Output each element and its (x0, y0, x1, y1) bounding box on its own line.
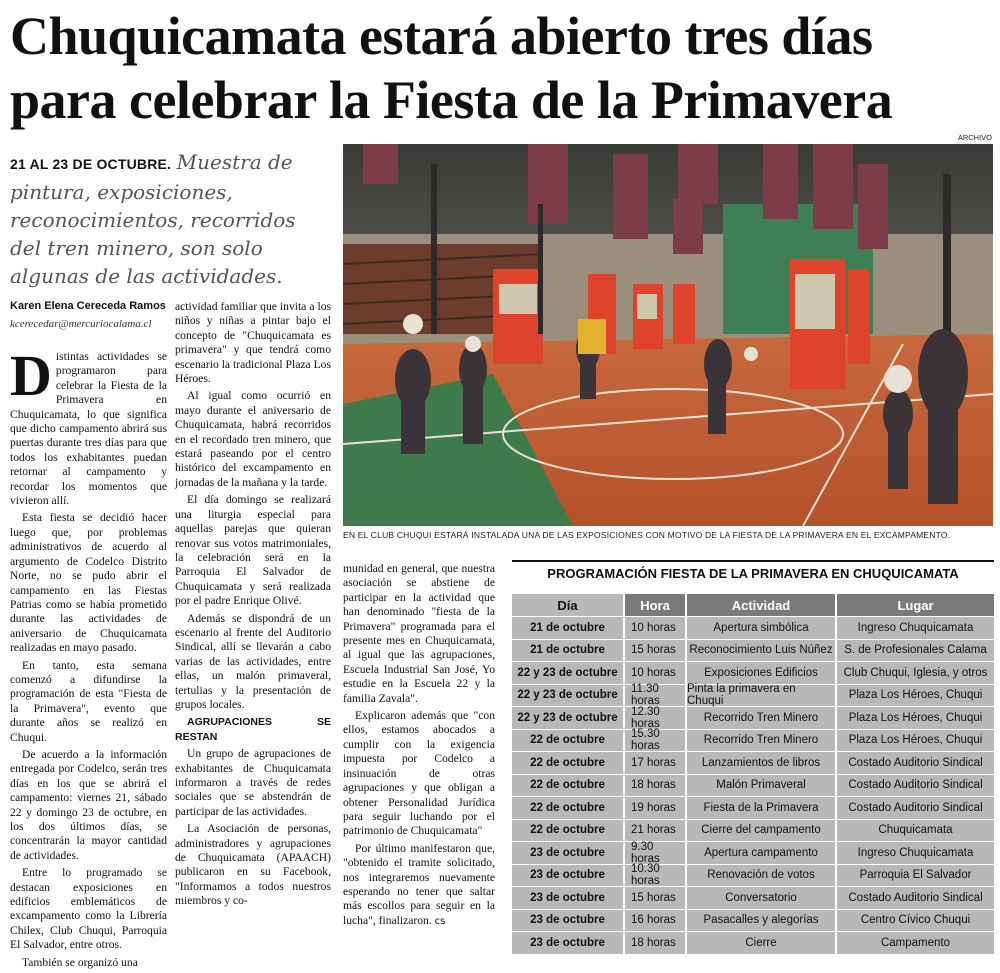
photo-credit: ARCHIVO (957, 133, 992, 142)
cell-actividad: Exposiciones Edificios (687, 662, 837, 684)
cell-dia: 23 de octubre (512, 887, 625, 909)
cell-hora: 16 horas (625, 910, 687, 932)
cell-actividad: Recorrido Tren Minero (687, 707, 837, 729)
cell-dia: 22 de octubre (512, 752, 625, 774)
cell-actividad: Pasacalles y alegorías (687, 910, 837, 932)
cell-hora: 10.30 horas (625, 865, 687, 887)
body-column-1 (10, 343, 167, 973)
table-row (512, 640, 994, 663)
table-row (512, 617, 994, 640)
cell-hora: 17 horas (625, 752, 687, 774)
header-dia: Día (512, 594, 625, 616)
cell-hora: 21 horas (625, 820, 687, 842)
cell-lugar: Plaza Los Héroes, Chuqui (848, 689, 983, 702)
paragraph: La Asociación de personas, administradores y agrupaciones de Chuquicamata (APAACH) publicaron en su Facebook, "Informamos a todos nuestros miembros y co- (175, 822, 331, 908)
cell-dia: 21 de octubre (512, 640, 625, 662)
deck (10, 148, 332, 290)
table-row (512, 865, 994, 888)
headline: Chuquicamata estará abierto tres días para celebrar la Fiesta de la Primavera (10, 6, 893, 130)
paragraph: Esta fiesta se decidió hacer luego que, por problemas administrativos de acuerdo al argumento de Codelco Distrito Norte, no se pudo abrir el campamento en las Fiestas Patrias como se había prometido durante las actividades de aniversario de Chuquicamata realizadas en mayo pasado. (10, 511, 167, 655)
table-row (512, 775, 994, 798)
body-column-2 (175, 300, 331, 912)
cell-lugar: Chuquicamata (878, 824, 953, 837)
cell-hora: 15.30 horas (625, 730, 687, 752)
schedule-header-row (512, 594, 994, 617)
cell-lugar: Club Chuqui, Iglesia, y otros (843, 666, 988, 679)
cell-dia: 23 de octubre (512, 932, 625, 954)
cell-lugar: Costado Auditorio Sindical (848, 801, 983, 814)
deck-subtitle: Muestra de pintura, exposiciones, reconocimientos, recorridos del tren minero, son solo algunas de las actividades. (10, 150, 296, 288)
paragraph: Además se dispondrá de un escenario al frente del Auditorio Sindical, allí se llevarán a cabo varias de las actividades, entre ellas, un malón primaveral, tertulias y la presentación de grupos locales. (175, 611, 331, 711)
cell-dia: 22 de octubre (512, 775, 625, 797)
paragraph: Entre lo programado se destacan exposiciones en edificios emblemáticos de excampamento como la Librería Chilex, Club Chuqui, Parroquia El Salvador, entre otros. (10, 866, 167, 952)
table-row (512, 887, 994, 910)
table-row (512, 685, 994, 708)
table-row (512, 842, 994, 865)
cell-lugar: Plaza Los Héroes, Chuqui (848, 734, 983, 747)
photo-caption: EN EL CLUB CHUQUI ESTARÁ INSTALADA UNA DE LAS EXPOSICIONES CON MOTIVO DE LA FIESTA DE LA PRIMAVERA EN EL EXCAMPAMENTO. (343, 530, 951, 540)
cell-actividad: Recorrido Tren Minero (687, 730, 837, 752)
deck-kicker: 21 AL 23 DE OCTUBRE. (10, 156, 172, 172)
cell-hora: 10 horas (625, 617, 687, 639)
table-row (512, 797, 994, 820)
table-row (512, 752, 994, 775)
schedule-table (512, 594, 994, 955)
end-mark: cs (434, 915, 446, 927)
cell-lugar: Centro Cívico Chuqui (860, 914, 971, 927)
paragraph: Explicaron además que "con ellos, estamos abocados a cumplir con la exigencia impuesta por Codelco a insinuación de otras agrupaciones y que obligan a obtener Personalidad Jurídica para seguir luchando por el patrimonio de Chuquicamata" (343, 709, 495, 838)
cell-lugar: Costado Auditorio Sindical (848, 756, 983, 769)
cell-hora: 15 horas (625, 887, 687, 909)
paragraph: El día domingo se realizará una liturgia especial para aquellas parejas que quieran renovar sus votos matrimoniales, la celebración será en la Parroquia El Salvador de Chuquicamata y será realizada por el padre Enrique Olivé. (175, 493, 331, 608)
schedule-body (512, 617, 994, 955)
table-row (512, 910, 994, 933)
cell-actividad: Pinta la primavera en Chuqui (687, 685, 837, 707)
cell-dia: 22 y 23 de octubre (512, 662, 625, 684)
header-lugar: Lugar (837, 594, 994, 616)
schedule-box (512, 560, 994, 960)
gymnasium-exhibition-image (343, 144, 993, 526)
cell-dia: 21 de octubre (512, 617, 625, 639)
author-name: Karen Elena Cereceda Ramos (10, 300, 166, 312)
cell-actividad: Cierre (687, 932, 837, 954)
cell-hora: 10 horas (625, 662, 687, 684)
body-column-3 (343, 562, 495, 932)
paragraph: Por último manifestaron que, "obtenido el tramite solicitado, nos integraremos nuevamente esperando no tener que saltar más escollos para seguir en la lucha", finalizaron. cs (343, 841, 495, 927)
table-row (512, 820, 994, 843)
table-row (512, 662, 994, 685)
section-subhead: AGRUPACIONES SE RESTAN (175, 716, 331, 743)
event-photo (343, 144, 993, 526)
paragraph: Distintas actividades se programaron para celebrar la Fiesta de la Primavera en Chuquicamata, lo que significa que dicho campamento abrirá sus puertas durante tres días para que todos los exhabitantes puedan retornar al campamento y recordar los momentos que vivieron allí. (10, 343, 167, 508)
cell-actividad: Fiesta de la Primavera (687, 797, 837, 819)
cell-lugar: Parroquia El Salvador (859, 869, 972, 882)
cell-hora: 12.30 horas (625, 707, 687, 729)
cell-hora: 11.30 horas (625, 685, 687, 707)
cell-actividad: Renovación de votos (687, 865, 837, 887)
cell-hora: 15 horas (625, 640, 687, 662)
cell-dia: 22 y 23 de octubre (512, 685, 625, 707)
cell-lugar: Costado Auditorio Sindical (848, 779, 983, 792)
cell-actividad: Malón Primaveral (687, 775, 837, 797)
cell-lugar: Campamento (880, 936, 951, 949)
schedule-title: PROGRAMACIÓN FIESTA DE LA PRIMAVERA EN CHUQUICAMATA (512, 560, 994, 586)
paragraph: También se organizó una (22, 955, 138, 969)
paragraph: De acuerdo a la información entregada por Codelco, serán tres días en los que se abrirá el campamento: viernes 21, sábado 22 y domingo 23 de octubre, en los dos últimos días, se concentrarán la mayor cantidad de actividades. (10, 747, 167, 862)
cell-lugar: Ingreso Chuquicamata (857, 846, 974, 859)
paragraph: actividad familiar que invita a los niños y niñas a pintar bajo el concepto de "Chuquicamata es primavera" y que tendrá como escenario la tradicional Plaza Los Héroes. (175, 300, 331, 386)
paragraph: munidad en general, que nuestra asociación se abstiene de participar en la actividad que han denominado "fiesta de la Primavera" programada para el presente mes en Chuquicamata, al igual que las agrupaciones, Escuela Industrial San José, Yo estudie en la Escuela 22 y la familia Zavala". (343, 562, 495, 705)
cell-actividad: Cierre del campamento (687, 820, 837, 842)
cell-actividad: Lanzamientos de libros (687, 752, 837, 774)
cell-actividad: Conversatorio (687, 887, 837, 909)
cell-dia: 22 de octubre (512, 797, 625, 819)
cell-lugar: Ingreso Chuquicamata (857, 621, 974, 634)
cell-actividad: Apertura campamento (687, 842, 837, 864)
cell-lugar: S. de Profesionales Calama (844, 644, 987, 657)
header-actividad: Actividad (687, 594, 837, 616)
table-row (512, 932, 994, 955)
cell-hora: 18 horas (625, 775, 687, 797)
paragraph: En tanto, esta semana comenzó a difundirse la programación de esta "Fiesta de la Primavera", evento que durante años se realizó en Chuqui. (10, 658, 167, 744)
table-row (512, 730, 994, 753)
cell-actividad: Reconocimiento Luis Núñez (687, 640, 837, 662)
cell-dia: 22 y 23 de octubre (512, 707, 625, 729)
author-email: kcerecedar@mercuriocalama.cl (10, 318, 152, 330)
cell-hora: 19 horas (625, 797, 687, 819)
paragraph: Un grupo de agrupaciones de exhabitantes de Chuquicamata informaron a través de redes sociales que se abstendrán de participar de las actividades. (175, 747, 331, 818)
cell-dia: 22 de octubre (512, 730, 625, 752)
cell-dia: 23 de octubre (512, 910, 625, 932)
cell-hora: 9.30 horas (625, 842, 687, 864)
cell-dia: 23 de octubre (512, 842, 625, 864)
cell-dia: 23 de octubre (512, 865, 625, 887)
cell-actividad: Apertura simbólica (687, 617, 837, 639)
byline (10, 300, 170, 330)
cell-hora: 18 horas (625, 932, 687, 954)
dropcap: D (10, 343, 52, 408)
cell-lugar: Plaza Los Héroes, Chuqui (848, 711, 983, 724)
header-hora: Hora (625, 594, 687, 616)
cell-lugar: Costado Auditorio Sindical (848, 891, 983, 904)
paragraph: Al igual como ocurrió en mayo durante el aniversario de Chuquicamata, habrá recorridos en el recordado tren minero, que estará paseando por el centro histórico del excampamento en jornadas de la mañana y la tarde. (175, 389, 331, 489)
table-row (512, 707, 994, 730)
cell-dia: 22 de octubre (512, 820, 625, 842)
